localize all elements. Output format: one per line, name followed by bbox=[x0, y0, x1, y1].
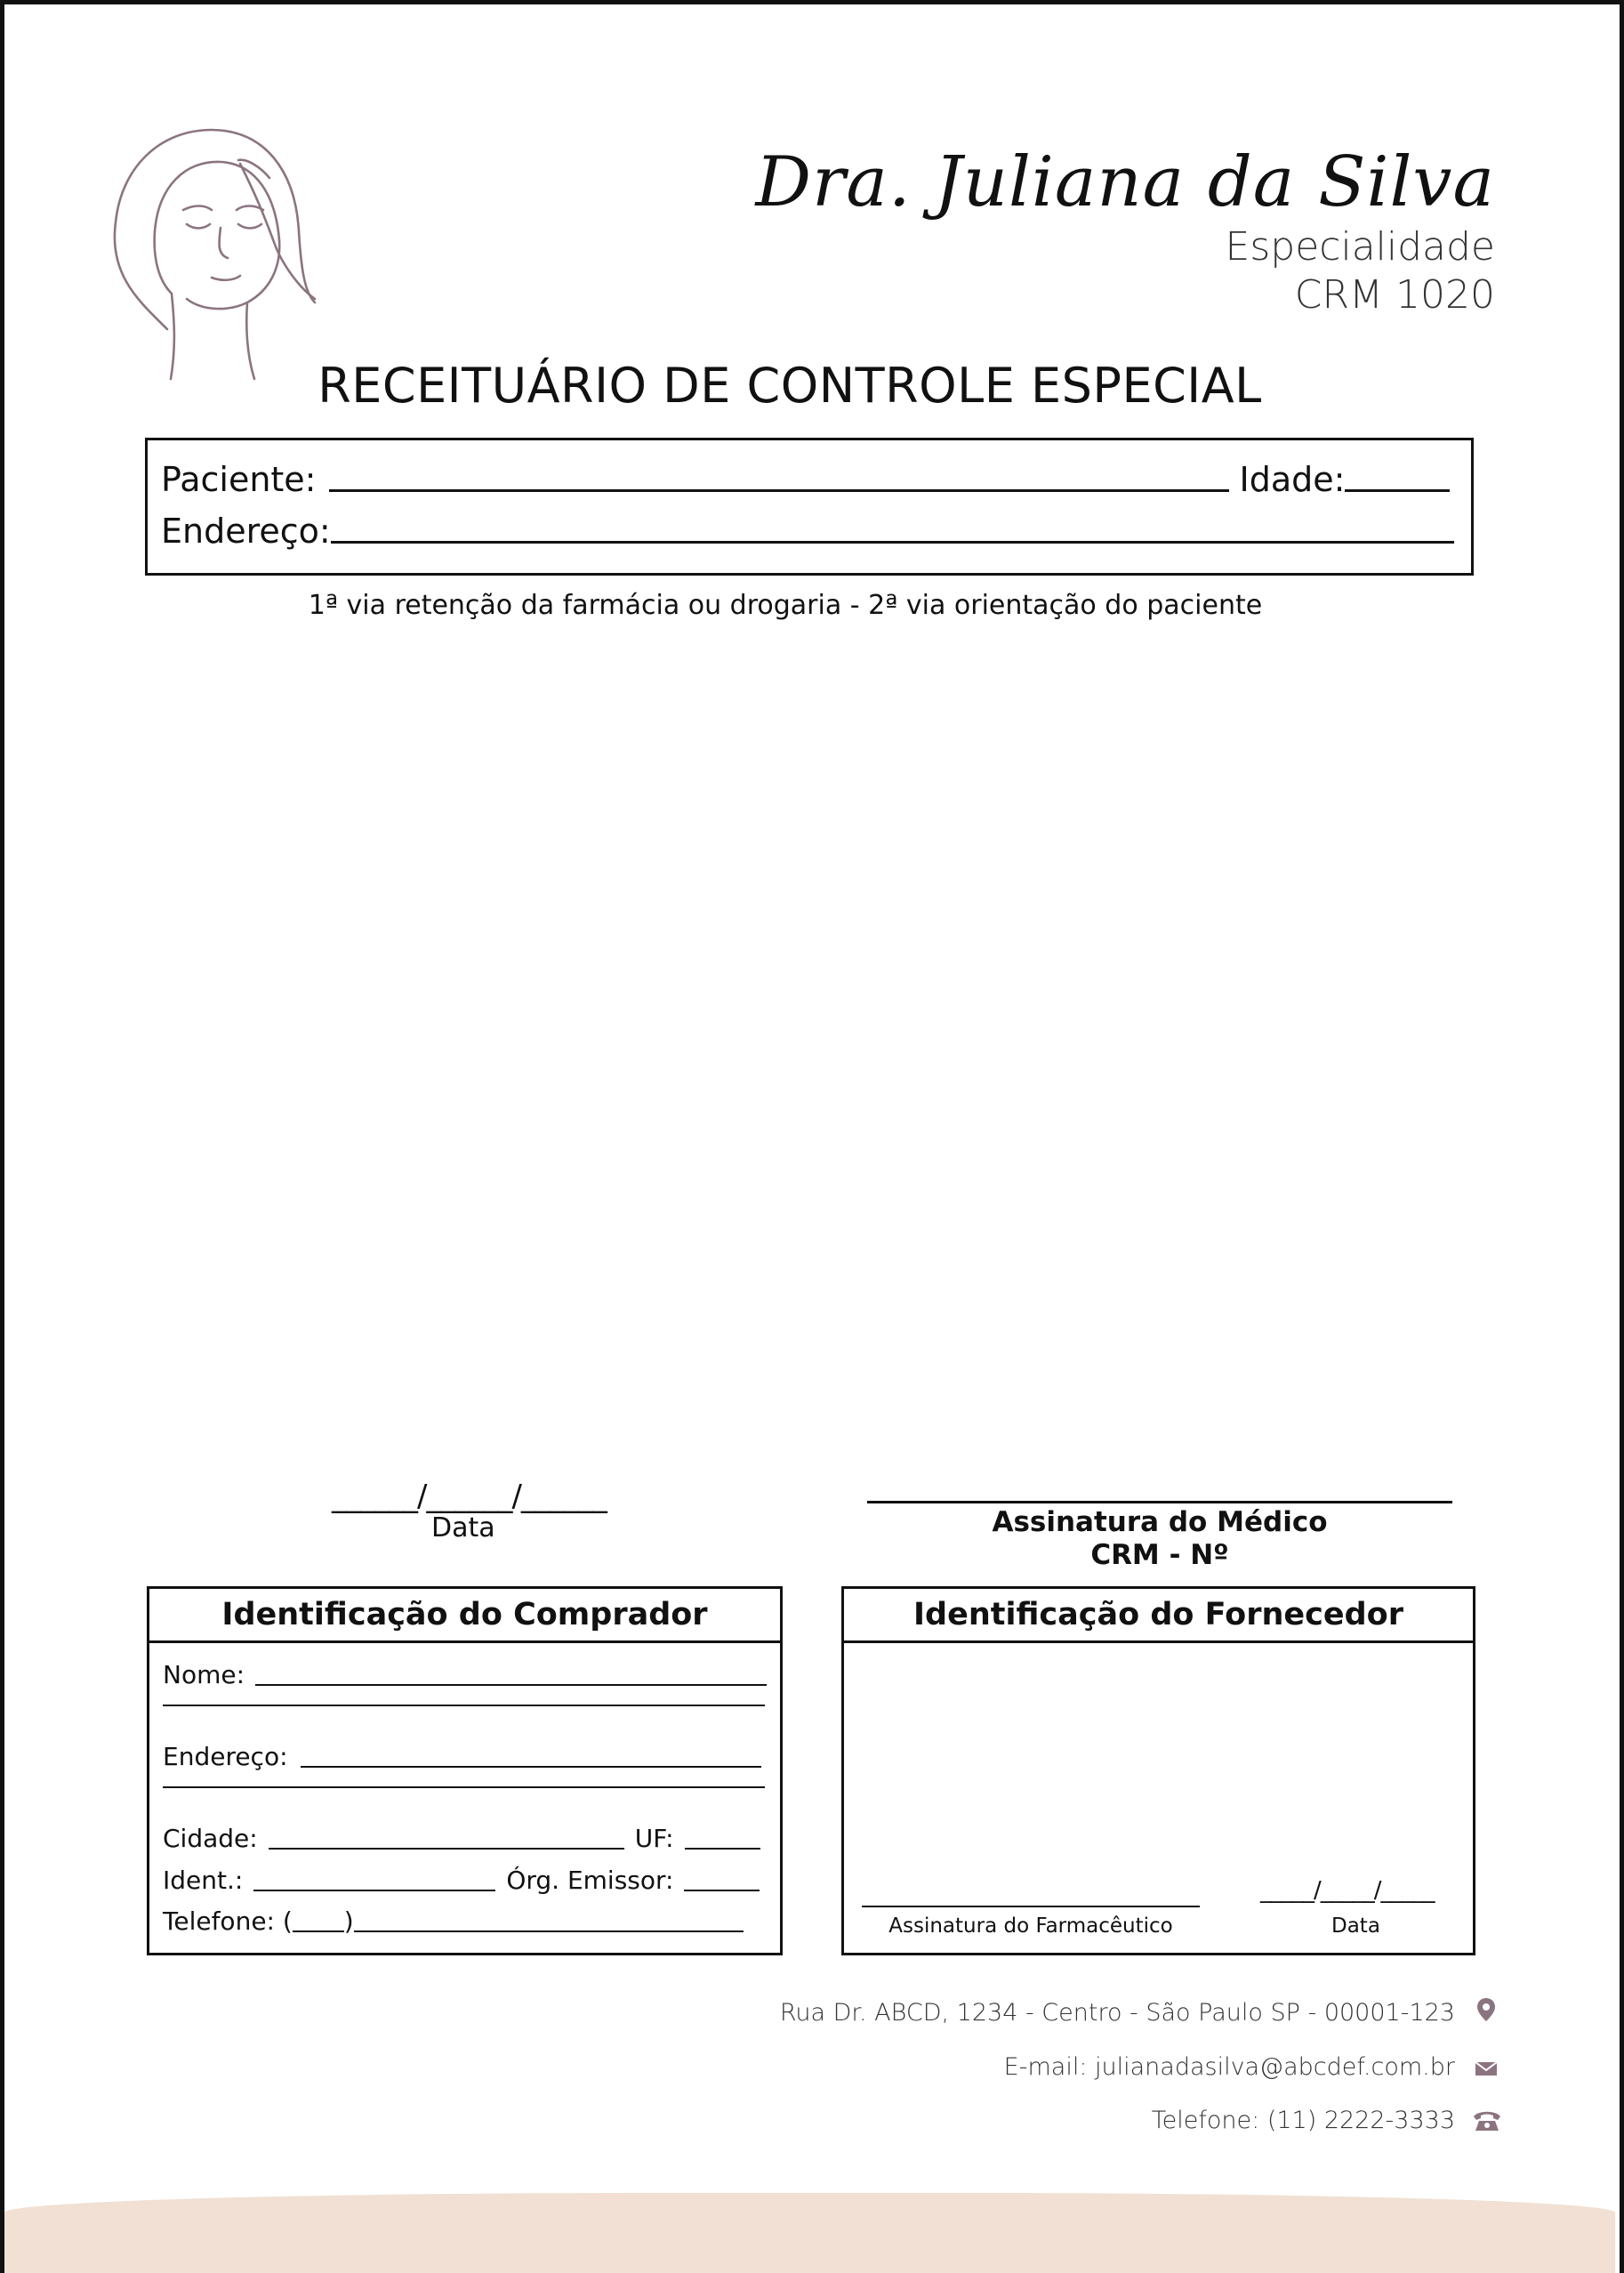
doctor-specialty: Especialidade bbox=[1225, 224, 1495, 270]
buyer-state-field[interactable] bbox=[685, 1848, 760, 1850]
address-row bbox=[161, 512, 1454, 551]
buyer-phone-row bbox=[163, 1906, 744, 1936]
buyer-state-label: UF: bbox=[634, 1824, 674, 1853]
doctor-name: Dra. Juliana da Silva bbox=[755, 142, 1495, 222]
address-field[interactable] bbox=[331, 541, 1454, 544]
buyer-address-label: Endereço: bbox=[163, 1742, 288, 1771]
document-title: RECEITUÁRIO DE CONTROLE ESPECIAL bbox=[318, 358, 1262, 414]
buyer-name-field[interactable] bbox=[255, 1684, 767, 1686]
buyer-city-field[interactable] bbox=[269, 1848, 624, 1850]
buyer-issuer-label: Órg. Emissor: bbox=[506, 1866, 674, 1895]
patient-label: Paciente: bbox=[161, 460, 317, 499]
pharmacist-signature-field[interactable] bbox=[862, 1906, 1200, 1907]
supplier-identification-panel bbox=[841, 1586, 1475, 1955]
buyer-id-row bbox=[163, 1866, 760, 1895]
buyer-name-label: Nome: bbox=[163, 1660, 245, 1689]
buyer-city-row bbox=[163, 1824, 760, 1853]
buyer-address-field-2[interactable] bbox=[163, 1786, 765, 1788]
age-field[interactable] bbox=[1345, 489, 1450, 492]
buyer-identification-panel bbox=[147, 1586, 783, 1955]
buyer-city-label: Cidade: bbox=[163, 1824, 258, 1853]
buyer-phone-area-field[interactable] bbox=[293, 1930, 344, 1932]
buyer-panel-title: Identificação do Comprador bbox=[149, 1589, 780, 1643]
doctor-portrait-illustration bbox=[105, 125, 318, 383]
telephone-icon bbox=[1471, 2107, 1503, 2133]
pharmacist-signature-label: Assinatura do Farmacêutico bbox=[888, 1914, 1173, 1938]
buyer-name-field-2[interactable] bbox=[163, 1705, 765, 1706]
supplier-panel-title: Identificação do Fornecedor bbox=[844, 1589, 1473, 1643]
patient-info-box bbox=[145, 438, 1474, 576]
supplier-date-label: Data bbox=[1331, 1914, 1380, 1938]
buyer-address-row-2 bbox=[163, 1786, 765, 1792]
patient-row bbox=[161, 460, 1450, 499]
envelope-icon bbox=[1473, 2055, 1499, 2082]
supplier-date-field[interactable]: _____/_____/_____ bbox=[1260, 1877, 1435, 1904]
buyer-id-label: Ident.: bbox=[163, 1866, 244, 1895]
copy-instructions: 1ª via retenção da farmácia ou drogaria - 2ª via orientação do paciente bbox=[308, 590, 1263, 621]
buyer-address-row bbox=[163, 1742, 761, 1771]
buyer-phone-field[interactable] bbox=[354, 1930, 744, 1932]
doctor-signature-field[interactable] bbox=[867, 1501, 1452, 1503]
buyer-name-row bbox=[163, 1660, 767, 1689]
buyer-phone-label: Telefone: ( bbox=[163, 1906, 293, 1936]
location-pin-icon bbox=[1473, 1996, 1499, 2023]
address-label: Endereço: bbox=[161, 512, 331, 551]
footer-decorative-band bbox=[4, 2193, 1615, 2273]
buyer-phone-close: ) bbox=[343, 1906, 354, 1936]
buyer-name-row-2 bbox=[163, 1705, 765, 1710]
footer-phone: Telefone: (11) 2222-3333 bbox=[1151, 2107, 1455, 2134]
buyer-address-field[interactable] bbox=[301, 1766, 761, 1768]
doctor-crm-label: CRM - Nº bbox=[1090, 1539, 1229, 1571]
age-label: Idade: bbox=[1239, 460, 1346, 499]
buyer-id-field[interactable] bbox=[253, 1890, 495, 1891]
doctor-signature-label: Assinatura do Médico bbox=[992, 1506, 1328, 1538]
prescription-date-label: Data bbox=[431, 1512, 495, 1544]
footer-email: E-mail: julianadasilva@abcdef.com.br bbox=[1003, 2053, 1455, 2081]
prescription-date-field[interactable]: ______/______/______ bbox=[332, 1479, 607, 1514]
doctor-crm: CRM 1020 bbox=[1294, 272, 1495, 318]
buyer-issuer-field[interactable] bbox=[684, 1890, 760, 1891]
patient-name-field[interactable] bbox=[329, 489, 1229, 492]
footer-address: Rua Dr. ABCD, 1234 - Centro - São Paulo SP - 00001-123 bbox=[779, 1999, 1455, 2027]
